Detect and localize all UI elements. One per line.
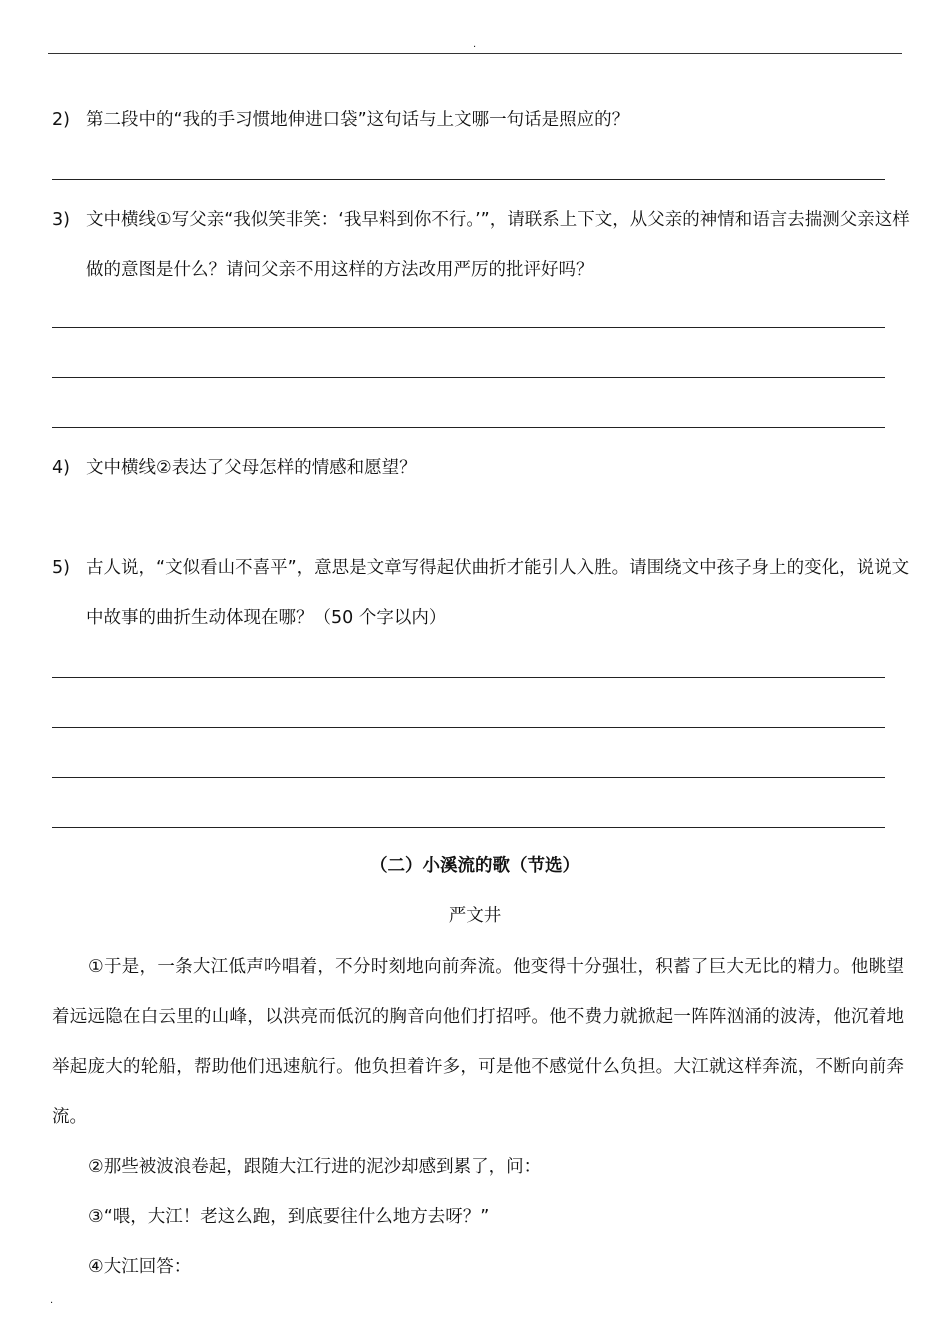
question-text: 文中横线①写父亲“我似笑非笑：‘我早料到你不行。’”，请联系上下文，从父亲的神情和语言去揣测父亲这样做的意图是什么？请问父亲不用这样的方法改用严厉的批评好吗？ [86,210,910,280]
question-number: 2) [52,110,70,130]
footer-dot: . [50,1295,54,1306]
question-text: 第二段中的“我的手习惯地伸进口袋”这句话与上文哪一句话是照应的？ [86,110,630,130]
answer-line[interactable] [52,827,885,828]
question-number: 4) [52,458,70,478]
question-number: 5) [52,558,70,578]
paragraph-4: ④大江回答： [88,1257,192,1277]
answer-line[interactable] [52,777,885,778]
answer-line[interactable] [52,727,885,728]
section-title: （二）小溪流的歌（节选） [370,856,580,876]
paragraph-3: ③“喂，大江！老这么跑，到底要往什么地方去呀？” [88,1207,490,1227]
question-number: 3) [52,210,70,230]
answer-line[interactable] [52,427,885,428]
header-rule [48,53,902,54]
paragraph-1: ①于是，一条大江低声吟唱着，不分时刻地向前奔流。他变得十分强壮，积蓄了巨大无比的精力。他眺望着远远隐在白云里的山峰，以洪亮而低沉的胸音向他们打招呼。他不费力就掀起一阵阵汹涌的波涛，他沉着地举起庞大的轮船，帮助他们迅速航行。他负担着许多，可是他不感觉什么负担。大江就这样奔流，不断向前奔流。 [52,957,904,1127]
question-text: 古人说，“文似看山不喜平”，意思是文章写得起伏曲折才能引人入胜。请围绕文中孩子身上的变化，说说文中故事的曲折生动体现在哪？（50 个字以内） [86,558,910,628]
answer-line[interactable] [52,327,885,328]
header-dot: . [473,39,477,50]
section-author: 严文井 [448,906,502,926]
question-text: 文中横线②表达了父母怎样的情感和愿望？ [86,458,417,478]
answer-line[interactable] [52,677,885,678]
paragraph-2: ②那些被波浪卷起，跟随大江行进的泥沙却感到累了，问： [88,1157,542,1177]
answer-line[interactable] [52,179,885,180]
answer-line[interactable] [52,377,885,378]
